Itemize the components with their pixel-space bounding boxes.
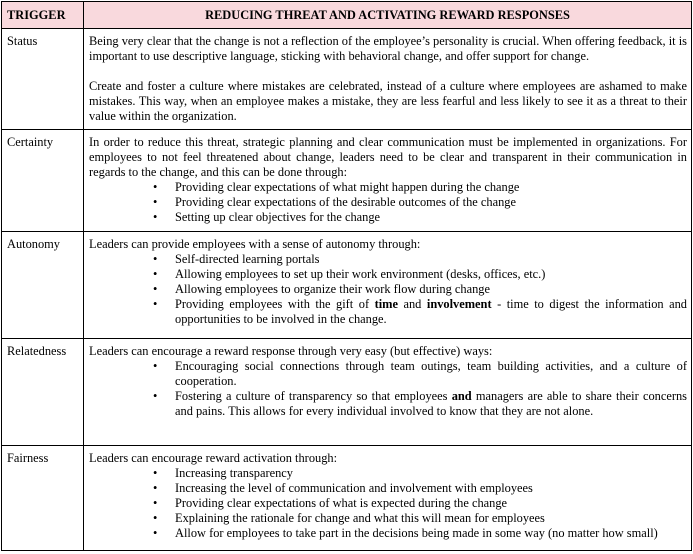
- bold-involvement: involvement: [426, 297, 492, 311]
- list-item-text: Providing clear expectations of the desirable outcomes of the change: [175, 195, 516, 209]
- header-responses: REDUCING THREAT AND ACTIVATING REWARD RESPONSES: [84, 2, 692, 29]
- list-item-text-post: - time to digest the information and opportunities to be involved in the change.: [175, 297, 688, 326]
- trigger-status: Status: [2, 29, 84, 130]
- fairness-intro: Leaders can encourage reward activation through:: [89, 451, 338, 465]
- autonomy-intro: Leaders can provide employees with a sense of autonomy through:: [89, 237, 421, 251]
- bullet-icon: •: [153, 526, 158, 540]
- list-item-text: Providing clear expectations of what might happen during the change: [175, 180, 520, 194]
- bold-time: time: [374, 297, 398, 311]
- bullet-icon: •: [153, 297, 158, 311]
- bullet-icon: •: [153, 496, 158, 510]
- list-item: [153, 496, 687, 511]
- list-item-text-pre: Providing employees with the gift of: [175, 297, 375, 311]
- list-item-text: Encouraging social connections through team outings, team building activities, and a culture of cooperation.: [175, 359, 687, 388]
- response-relatedness: [84, 339, 692, 446]
- row-certainty: [2, 130, 692, 232]
- row-status: [2, 29, 692, 130]
- list-item-text-pre: Fostering a culture of transparency so that employees: [175, 389, 452, 403]
- list-item-text: Increasing transparency: [175, 466, 293, 480]
- relatedness-intro: Leaders can encourage a reward response through very easy (but effective) ways:: [89, 344, 493, 358]
- trigger-fairness: Fairness: [2, 446, 84, 551]
- list-item: [153, 195, 687, 210]
- list-item: [153, 210, 687, 225]
- response-autonomy: [84, 232, 692, 339]
- list-item-text: Allowing employees to set up their work environment (desks, offices, etc.): [175, 267, 546, 281]
- bullet-icon: •: [153, 210, 158, 224]
- certainty-list: [89, 180, 687, 225]
- list-item-text-mid: and: [397, 297, 427, 311]
- relatedness-list: [89, 359, 687, 419]
- list-item: [153, 389, 687, 419]
- row-autonomy: [2, 232, 692, 339]
- status-paragraph-2: Create and foster a culture where mistakes are celebrated, instead of a culture where employees are ashamed to make mistakes. This way, when an employee makes a mistake, they are less fearful and less likely to see it as a threat to their value within the organization.: [89, 79, 687, 123]
- list-item: [153, 252, 687, 267]
- header-trigger: TRIGGER: [2, 2, 84, 29]
- response-status: [84, 29, 692, 130]
- bullet-icon: •: [153, 389, 158, 403]
- list-item: [153, 466, 687, 481]
- bold-and: and: [451, 389, 472, 403]
- response-certainty: [84, 130, 692, 232]
- list-item-text: Setting up clear objectives for the change: [175, 210, 381, 224]
- list-item-text: Providing clear expectations of what is expected during the change: [175, 496, 508, 510]
- list-item-text: Allow for employees to take part in the decisions being made in some way (no matter how small): [175, 526, 658, 540]
- certainty-intro: In order to reduce this threat, strategic planning and clear communication must be implemented in organizations. For employees to not feel threatened about change, leaders need to be clear and transparent in their communication in regards to the change, and this can be done through:: [89, 135, 687, 179]
- list-item-text: Increasing the level of communication and involvement with employees: [175, 481, 533, 495]
- bullet-icon: •: [153, 195, 158, 209]
- list-item-text-post: managers are able to share their concerns and pains. This allows for every individual involved to know that they are not alone.: [175, 389, 687, 418]
- trigger-relatedness: Relatedness: [2, 339, 84, 446]
- list-item: [153, 526, 687, 541]
- bullet-icon: •: [153, 252, 158, 266]
- list-item: [153, 481, 687, 496]
- row-relatedness: [2, 339, 692, 446]
- row-fairness: [2, 446, 692, 551]
- header-row: [2, 2, 692, 29]
- bullet-icon: •: [153, 466, 158, 480]
- fairness-list: [89, 466, 687, 541]
- response-fairness: [84, 446, 692, 551]
- list-item: [153, 180, 687, 195]
- autonomy-list: [89, 252, 687, 327]
- list-item-text: Self-directed learning portals: [175, 252, 320, 266]
- list-item-text: Allowing employees to organize their work flow during change: [175, 282, 490, 296]
- list-item: [153, 282, 687, 297]
- list-item: [153, 267, 687, 282]
- list-item-text: Explaining the rationale for change and what this will mean for employees: [175, 511, 545, 525]
- list-item: [153, 359, 687, 389]
- bullet-icon: •: [153, 282, 158, 296]
- bullet-icon: •: [153, 359, 158, 373]
- bullet-icon: •: [153, 267, 158, 281]
- bullet-icon: •: [153, 180, 158, 194]
- trigger-certainty: Certainty: [2, 130, 84, 232]
- trigger-autonomy: Autonomy: [2, 232, 84, 339]
- list-item: [153, 511, 687, 526]
- list-item: [153, 297, 688, 327]
- threat-reward-table: [1, 1, 692, 551]
- bullet-icon: •: [153, 481, 158, 495]
- status-paragraph-1: Being very clear that the change is not a reflection of the employee’s personality is crucial. When offering feedback, it is important to use descriptive language, sticking with behavioral change, and offer support for change.: [89, 34, 687, 63]
- bullet-icon: •: [153, 511, 158, 525]
